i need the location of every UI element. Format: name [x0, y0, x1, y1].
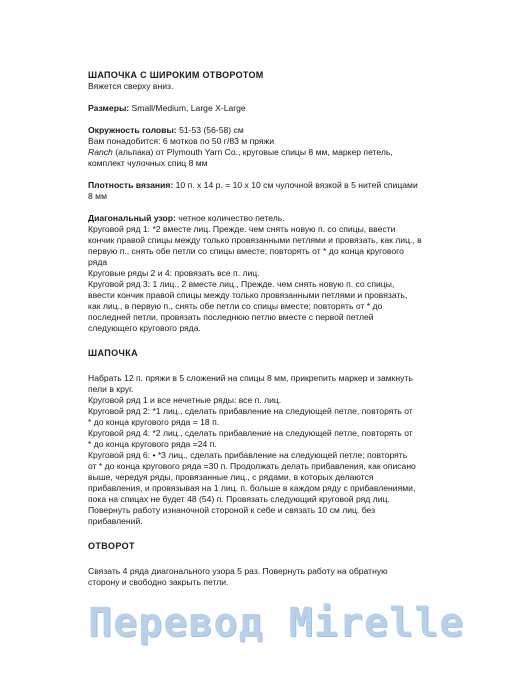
- yarn-details: (альпака) от Plymouth Yarn Co., круговые спицы 8 мм, маркер петель,: [112, 147, 393, 157]
- instruction-line: Повернуть работу изнаночной стороной к себе и связать 10 см лиц. без: [88, 505, 376, 515]
- document-subtitle: Вяжется сверху вниз.: [88, 81, 174, 91]
- hat-section-heading: ШАПОЧКА: [88, 348, 139, 358]
- pattern-text-line: первую п., снять обе петли со спицы вместе; повторять от * до конца кругового: [88, 246, 404, 256]
- instruction-line: Круговой ряд 4: *2 лиц., сделать прибавление на следующей петле, повторять от: [88, 428, 413, 438]
- spacer: [88, 169, 498, 180]
- head-value: 51-53 (56-58) см: [179, 125, 244, 135]
- instruction-line: * до конца кругового ряда =24 п.: [88, 439, 217, 449]
- gauge-label: Плотность вязания:: [88, 180, 174, 190]
- diagonal-pattern-text: [88, 224, 498, 334]
- instruction-line: Круговой ряд 1 и все нечетные ряды: все п. лиц.: [88, 395, 282, 405]
- sizes-value: Small/Medium, Large X-Large: [131, 103, 246, 113]
- instruction-line: Связать 4 ряда диагонального узора 5 раз. Повернуть работу на обратную: [88, 566, 388, 576]
- brim-section-heading: ОТВОРОТ: [88, 541, 135, 551]
- document-title: ШАПОЧКА С ШИРОКИМ ОТВОРОТОМ: [88, 70, 264, 80]
- instruction-line: сторону и свободно закрыть петли.: [88, 577, 229, 587]
- watermark: Перевод Mirelle: [88, 600, 465, 646]
- pattern-text-line: следующего кругового ряда.: [88, 323, 201, 333]
- diagonal-pattern-heading: [88, 213, 498, 224]
- sizes-line: [88, 103, 498, 114]
- brim-instructions: [88, 566, 498, 588]
- instruction-line: Круговой ряд 2: *1 лиц., сделать прибавление на следующей петле, повторять от: [88, 406, 413, 416]
- spacer: [88, 527, 498, 541]
- hat-instructions: [88, 373, 498, 527]
- spacer: [88, 334, 498, 348]
- spacer: [88, 92, 498, 103]
- instruction-line: пели в круг.: [88, 384, 134, 394]
- gauge-line: [88, 180, 498, 191]
- yarn-name: Ranch: [88, 147, 113, 157]
- pattern-text-line: ряда: [88, 257, 108, 267]
- instruction-line: пока на спицах не будет 48 (54) п. Провязать следующий круговой ряд лиц.: [88, 494, 390, 504]
- spacer: [88, 359, 498, 373]
- instruction-line: Набрать 12 п. пряжи в 5 сложений на спицы 8 мм, прикрепить маркер и замкнуть: [88, 373, 413, 383]
- instruction-line: выше, чередуя ряды, провязанные лиц., с рядами, в которых делаются: [88, 472, 374, 482]
- pattern-text-line: Круговой ряд 3: 1 лиц., 2 вместе лиц., Прежде. чем снять новую п. со спицы,: [88, 279, 395, 289]
- gauge-value: 10 п. х 14 р. = 10 х 10 см чулочной вязкой в 5 нитей спицами: [175, 180, 418, 190]
- head-circumference-line: [88, 125, 498, 136]
- pattern-text-line: кончик правой спицы между только провязанными петлями и провязать, как лиц., в: [88, 235, 422, 245]
- instruction-line: * до конца кругового ряда = 18 п.: [88, 417, 220, 427]
- pattern-text-line: Круговой ряд 1: *2 вместе лиц. Прежде. чем снять новую п. со спицы, ввести: [88, 224, 396, 234]
- spacer: [88, 552, 498, 566]
- materials-line: Вам понадобится: 6 мотков по 50 г/83 м пряжи: [88, 136, 275, 146]
- spacer: [88, 114, 498, 125]
- document-page: [88, 70, 498, 588]
- instruction-line: прибавления, и провязывая на 1 лиц. п. больше в каждом ряду с прибавлениями,: [88, 483, 416, 493]
- materials-yarn-line: [88, 147, 498, 158]
- head-label: Окружность головы:: [88, 125, 177, 135]
- diagonal-value: четное количество петель.: [178, 213, 285, 223]
- pattern-text-line: как лиц., в первую п., снять обе петли со спицы вместе; повторять от * до: [88, 301, 383, 311]
- gauge-line-2: 8 мм: [88, 191, 107, 201]
- materials-needles-line: комплект чулочных спиц 8 мм: [88, 158, 208, 168]
- pattern-text-line: ввести кончик правой спицы между только провязанными петлями и провязать,: [88, 290, 408, 300]
- spacer: [88, 202, 498, 213]
- instruction-line: Круговой ряд 6: • *3 лиц., сделать прибавление на следующей петле; повторять: [88, 450, 408, 460]
- sizes-label: Размеры:: [88, 103, 130, 113]
- instruction-line: прибавлений.: [88, 516, 143, 526]
- diagonal-label: Диагональный узор:: [88, 213, 176, 223]
- instruction-line: от * до конца кругового ряда =30 п. Продолжать делать прибавления, как описано: [88, 461, 416, 471]
- pattern-text-line: Круговые ряды 2 и 4: провязать все п. лиц.: [88, 268, 260, 278]
- pattern-text-line: последней петли, провязать последнюю петлю вместе с первой петлей: [88, 312, 374, 322]
